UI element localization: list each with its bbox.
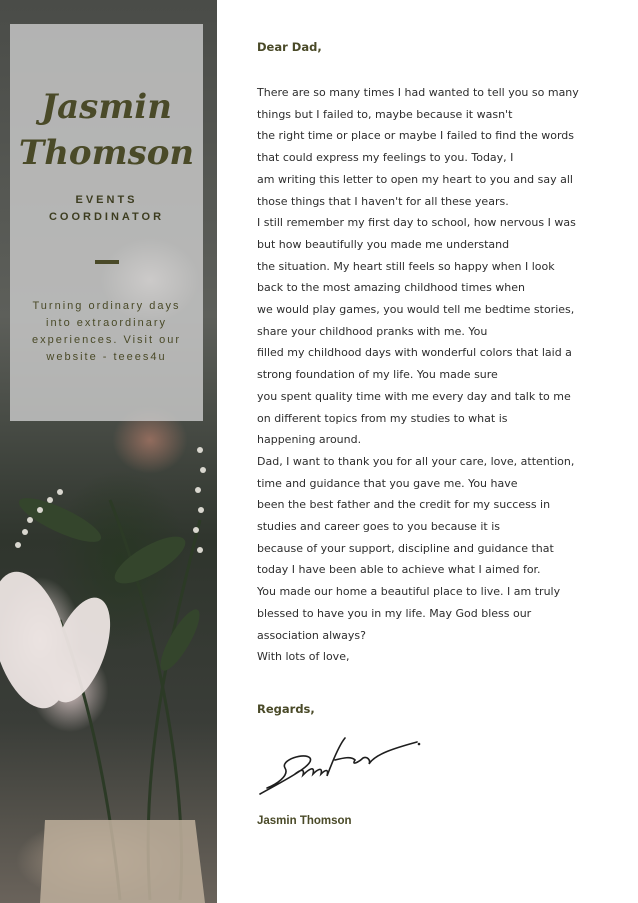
letter-line: those things that I haven't for all these years. xyxy=(257,194,509,208)
profile-role-line1: EVENTS xyxy=(75,194,138,206)
letter-greeting: Dear Dad, xyxy=(257,40,322,54)
letter-line: filled my childhood days with wonderful colors that laid a xyxy=(257,346,572,360)
letter-line: Dad, I want to thank you for all your care, love, attention, xyxy=(257,454,575,468)
letter-line: you spent quality time with me every day and talk to me xyxy=(257,389,571,403)
letter-line: There are so many times I had wanted to tell you so many xyxy=(257,86,579,99)
letter-line: With lots of love, xyxy=(257,650,350,664)
letter-line: but how beautifully you made me understand xyxy=(257,237,510,251)
profile-last-name: Thomson xyxy=(18,133,195,173)
letter-line: blessed to have you in my life. May God bless our xyxy=(257,606,532,620)
letter-line: You made our home a beautiful place to live. I am truly xyxy=(257,585,561,599)
letter-line: that could express my feelings to you. Today, I xyxy=(257,151,514,165)
divider-dash xyxy=(95,260,119,264)
letter-line: the right time or place or maybe I failed to find the words xyxy=(257,129,574,143)
signature-image xyxy=(255,730,425,800)
signer-name: Jasmin Thomson xyxy=(257,815,352,827)
letter-line: share your childhood pranks with me. You xyxy=(257,324,488,338)
letter-line: the situation. My heart still feels so happy when I look xyxy=(257,259,555,273)
profile-role xyxy=(10,192,203,226)
letter-line: happening around. xyxy=(257,433,362,447)
profile-tagline: Turning ordinary days into extraordinary experiences. Visit our website - teees4u xyxy=(32,300,181,363)
flower-photo-background xyxy=(0,0,217,903)
letter-line: am writing this letter to open my heart to you and say all xyxy=(257,172,573,186)
profile-panel xyxy=(10,24,203,421)
profile-first-name: Jasmin xyxy=(41,87,172,127)
letter-line: association always? xyxy=(257,628,366,642)
letter-line: time and guidance that you gave me. You have xyxy=(257,476,518,490)
letter-line: back to the most amazing childhood times when xyxy=(257,281,526,295)
letter xyxy=(257,40,607,716)
letter-closing: Regards, xyxy=(257,701,315,716)
letter-line: I still remember my first day to school, how nervous I was xyxy=(257,216,576,230)
letter-body xyxy=(257,82,607,668)
letter-line: on different topics from my studies to what is xyxy=(257,411,508,425)
profile-role-line2: COORDINATOR xyxy=(48,211,165,223)
letter-line: today I have been able to achieve what I aimed for. xyxy=(257,563,541,577)
profile-name xyxy=(10,84,203,176)
letter-line: because of your support, discipline and guidance that xyxy=(257,541,554,555)
letter-line: been the best father and the credit for my success in xyxy=(257,498,551,512)
letter-line: we would play games, you would tell me bedtime stories, xyxy=(257,303,575,317)
letter-line: studies and career goes to you because it is xyxy=(257,520,500,534)
letter-line: things but I failed to, maybe because it wasn't xyxy=(257,107,513,121)
letter-line: strong foundation of my life. You made sure xyxy=(257,368,498,382)
